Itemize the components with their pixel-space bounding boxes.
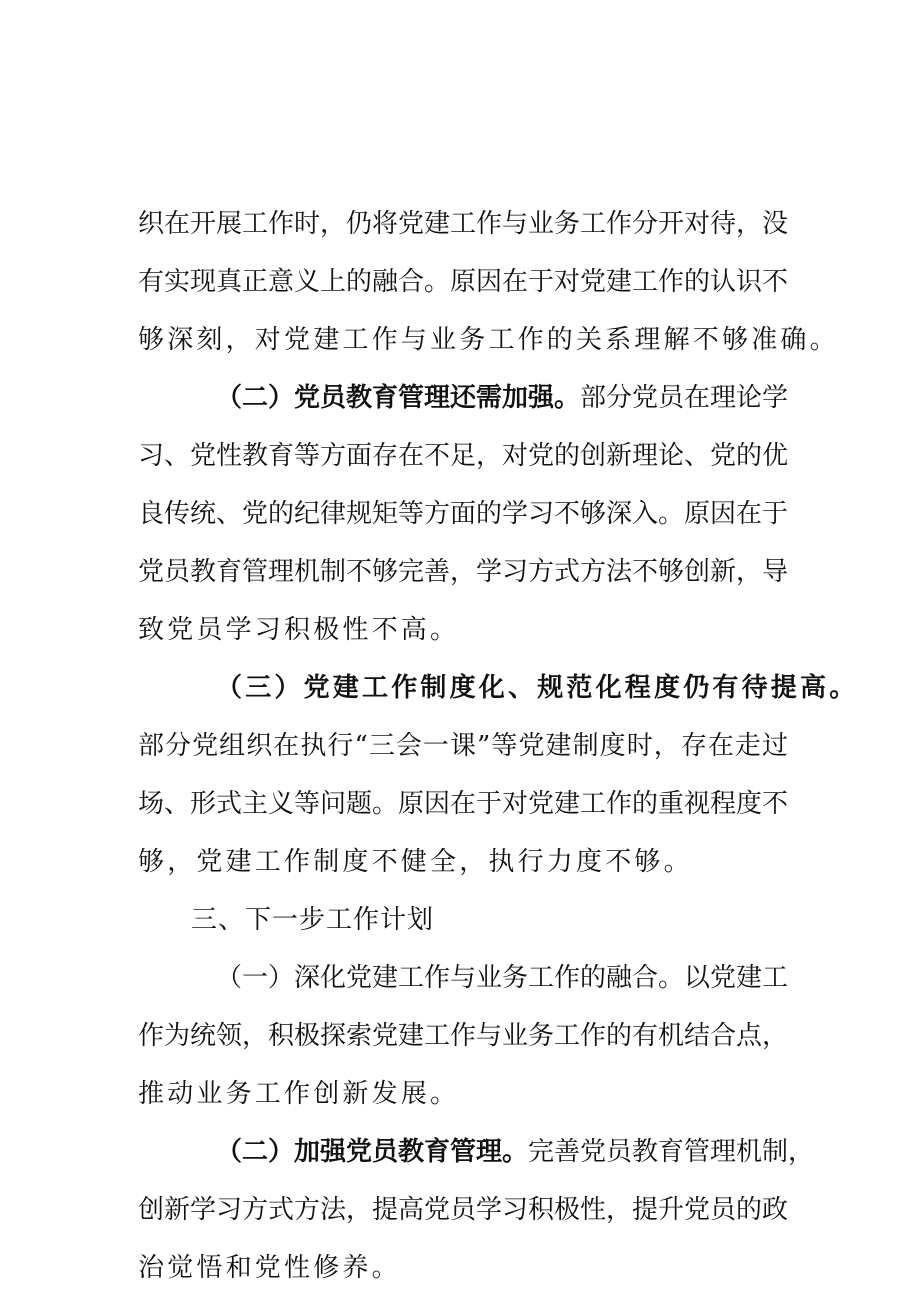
paragraph-line: 有实现真正意义上的融合。原因在于对党建工作的认识不 <box>138 267 789 297</box>
paragraph-line: 推动业务工作创新发展。 <box>138 1079 460 1109</box>
paragraph-line: 够，党建工作制度不健全，执行力度不够。 <box>138 847 693 877</box>
paragraph-line: 作为统领，积极探索党建工作与业务工作的有机结合点， <box>138 1021 789 1051</box>
paragraph-lead-text: 部分党员在理论学 <box>580 383 789 413</box>
paragraph-line: 致党员学习积极性不高。 <box>138 615 460 645</box>
paragraph-line: 场、形式主义等问题。原因在于对党建工作的重视程度不 <box>138 789 789 819</box>
paragraph-lead-text: 完善党员教育管理机制， <box>528 1137 815 1167</box>
paragraph-line: 良传统、党的纪律规矩等方面的学习不够深入。原因在于 <box>138 499 789 529</box>
paragraph-line: 织在开展工作时，仍将党建工作与业务工作分开对待，没 <box>138 209 789 239</box>
paragraph-first-line <box>216 381 788 415</box>
paragraph-line: 治觉悟和党性修养。 <box>138 1253 401 1283</box>
paragraph-line: 党员教育管理机制不够完善，学习方式方法不够创新，导 <box>138 557 789 587</box>
paragraph-line: 部分党组织在执行“三会一课”等党建制度时，存在走过 <box>138 731 788 761</box>
paragraph-first-line <box>216 1135 815 1169</box>
paragraph-line: （一）深化党建工作与业务工作的融合。以党建工 <box>216 963 789 993</box>
paragraph-line: 够深刻，对党建工作与业务工作的关系理解不够准确。 <box>138 325 839 355</box>
paragraph-title: （三）党建工作制度化、规范化程度仍有待提高。 <box>216 673 859 703</box>
paragraph-line: 创新学习方式方法，提高党员学习积极性，提升党员的政 <box>138 1195 789 1225</box>
paragraph-title: （二）党员教育管理还需加强。 <box>216 383 581 413</box>
paragraph-line: 习、党性教育等方面存在不足，对党的创新理论、党的优 <box>138 441 789 471</box>
paragraph-title: （二）加强党员教育管理。 <box>216 1137 529 1167</box>
section-heading: 三、下一步工作计划 <box>191 905 435 935</box>
